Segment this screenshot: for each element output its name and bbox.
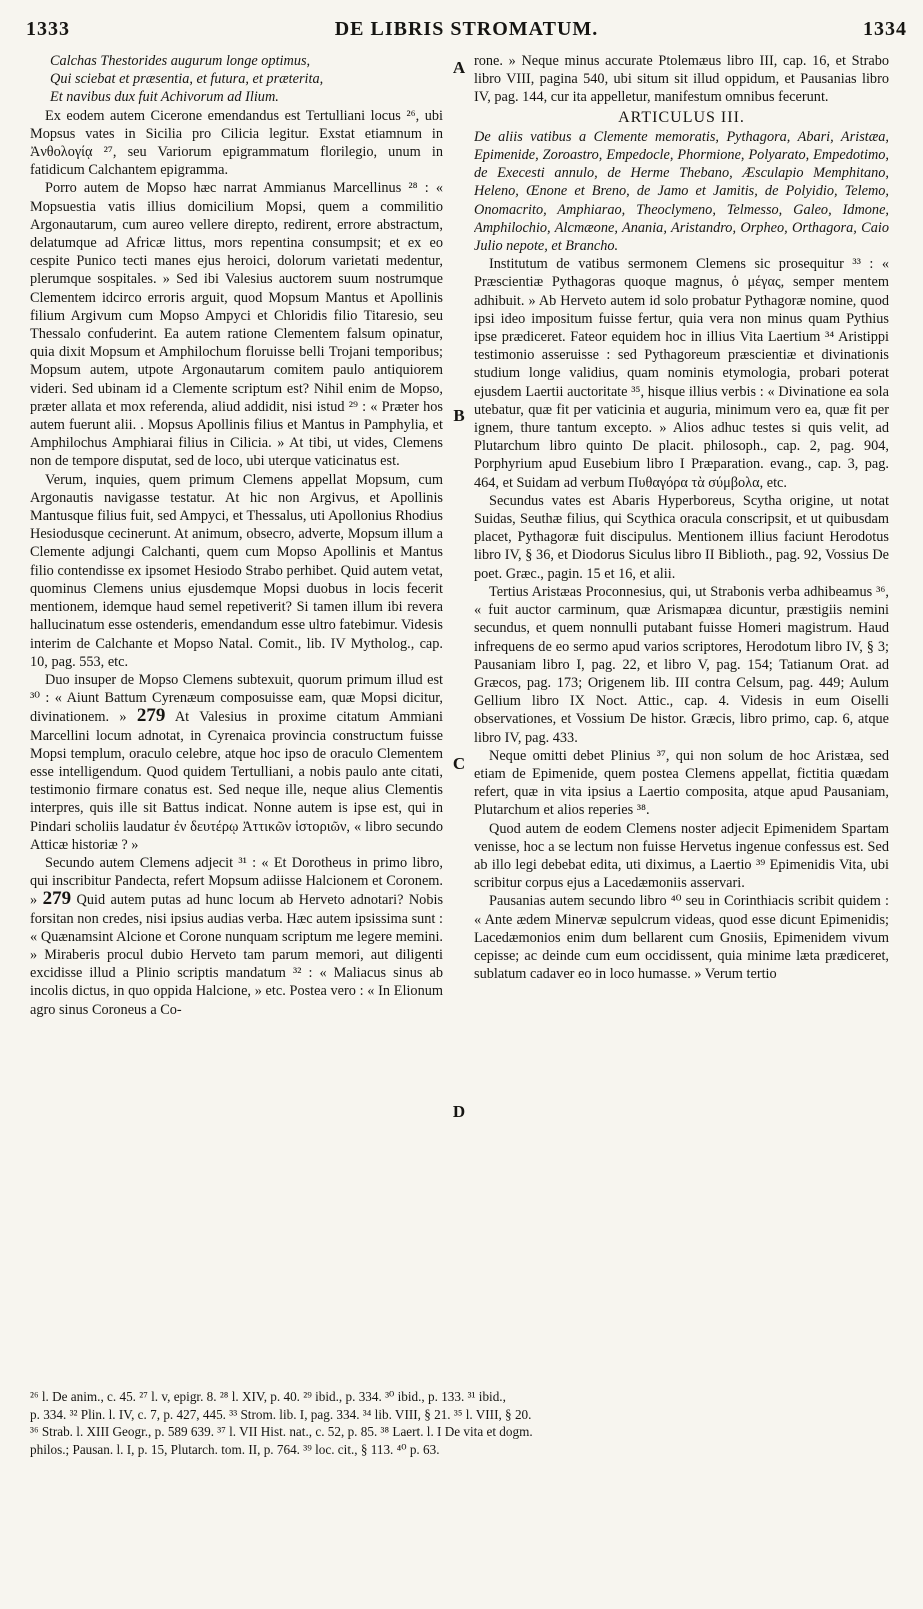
running-head [26, 14, 907, 44]
paragraph: Verum, inquies, quem primum Clemens appellat Mopsum, cum Argonautis navigasse testatur. At hic non Argivus, et Apollinis Mantusque filius fuit, sed Ampyci, et Thessalus, uti Apollonius Rhodius Hesiodusque cecinerunt. At animum, obsecro, adverte, Mopsum illum a Clemente adjungi Calchanti, quem cum Mopso Apollinis et Mantus filio contendisse ex ipsomet Hesiodo Strabo perhibet. Quid autem vetat, quominus Clemens unius ejusdemque Mopsi duobus in locis fecerit mentionem, idemque haud semel repetiverit? Si tamen illum ibi revera hallucinatum esse ostenderis, emendandum esse ultro fatebimur. Videsis interim de Calchante et Mopso Natal. Comit., lib. IV Mytholog., cap. 10, pag. 553, etc. [30, 471, 443, 670]
page-number-right: 1334 [863, 18, 907, 40]
section-number: 279 [42, 888, 72, 910]
footnotes [30, 1388, 901, 1458]
paragraph: Ex eodem autem Cicerone emendandus est Tertulliani locus ²⁶, ubi Mopsus vates in Sicilia pro Cilicia legitur. Exstat etiamnum in Ἀνθολογίᾳ ²⁷, seu Variorum epigrammatum florilegio, unum in fatidicum Calchantem epigramma. [30, 107, 443, 179]
footnote-line: philos.; Pausan. l. I, p. 15, Plutarch. tom. II, p. 764. ³⁹ loc. cit., § 113. ⁴⁰ p. 63. [30, 1441, 440, 1457]
article-summary: De aliis vatibus a Clemente memoratis, Pythagora, Abari, Aristæa, Epimenide, Zoroastro, Empedocle, Phormione, Polyarato, Empedotimo, de Execesti annulo, de Herme Thebano, Æsculapio Memphitano, Heleno, Œnone et Breno, de Jamo et Jamitis, de Polyidio, Telemo, Onomacrito, Amphiarao, Theoclymeno, Telmesso, Galeo, Idmone, Amphilochio, Alcmæone, Anania, Aristandro, Orpheo, Orthagora, Caio Julio nepote, et Brancho. [474, 128, 889, 255]
paragraph-text: At Valesius in proxime citatum Ammiani Marcellini locum adnotat, in Cyrenaica provincia constructum fuisse Mopsi templum, oraculo celebre, atque hoc ipso de oraculo Clementem esse intelligendum. Quod quidem Tertulliani, a nobis paulo ante citati, testimonio firmare conatus est. Sed neque ille, neque alius Clementis interpres, quis ille sit Battus indicat. Nonne autem is ipse est, qui in Pindari scholiis laudatur ἐν δευτέρῳ Ἀττικῶν ἱστοριῶν, « libro secundo Atticæ historiæ ? » [30, 709, 443, 853]
verse-line: Et navibus dux fuit Achivorum ad Ilium. [50, 89, 279, 106]
section-number: 279 [136, 705, 166, 727]
paragraph: Tertius Aristæas Proconnesius, qui, ut Strabonis verba adhibeamus ³⁶, « fuit auctor carminum, quæ Arismapæa dicuntur, præstigiis nemini secundus, et quem nonnulli putabant fuisse Homeri magistrum. Haud infrequens de eo sermo apud varios scriptores, Herodotum libro IV, § 3; Pausaniam libro I, pag. 22, et libro V, pag. 154; Tatianum Orat. ad Græcos, pag. 173; Origenem lib. III contra Celsum, pag. 449; Aulum Gellium libro IX Noct. Attic., cap. 4. Videsis in eum Oiselli observationes, et Vossium De histor. Græcis, libro primo, cap. 6, atque libro IV, pag. 433. [474, 583, 889, 746]
margin-marker-a: A [452, 58, 466, 77]
article-heading: ARTICULUS III. [618, 108, 745, 126]
footnote-line: ²⁶ l. De anim., c. 45. ²⁷ l. v, epigr. 8. ²⁸ l. XIV, p. 40. ²⁹ ibid., p. 334. ³⁰ ibid., p. 133. ³¹ ibid., [30, 1389, 506, 1404]
paragraph [30, 854, 443, 1019]
paragraph: Secundus vates est Abaris Hyperboreus, Scytha origine, ut notat Suidas, Seuthæ filius, qui Scythica oracula conscripsit, et ut quibusdam placet, Pythagoræ fuit discipulus. Mentionem illius faciunt Herodotus libro IV, § 36, et Diodorus Siculus libro II Biblioth., pag. 92, Vossius De poet. Græc., pagin. 15 et 16, et alii. [474, 492, 889, 582]
margin-marker-c: C [452, 754, 466, 773]
paragraph: Pausanias autem secundo libro ⁴⁰ seu in Corinthiacis scribit quidem : « Ante ædem Minervæ sepulcrum videas, quod esse dicunt Epimenidis; Lacedæmonios enim dum bellarent cum Gnosiis, Epimenidem vivum cepisse; ac deinde cum eum occidissent, quia minime læta prædiceret, sublatum cadaver eo in loco humasse. » Verum tertio [474, 893, 889, 983]
footnote-line: p. 334. ³² Plin. l. IV, c. 7, p. 427, 445. ³³ Strom. lib. I, pag. 334. ³⁴ lib. VIII, § 21. ³⁵ l. VIII, § 20. [30, 1406, 532, 1422]
paragraph [30, 671, 443, 854]
paragraph: Institutum de vatibus sermonem Clemens sic prosequitur ³³ : « Præscientiæ Pythagoras quoque magnus, ὁ μέγας, semper mentem adhibuit. » Ab Herveto autem id solo probatur Pythagoræ nomine, quod ipsi ideo impositum fuisse fertur, quia vera non minus quam Pythius ipse prædiceret. Fateor equidem hoc in illius Vita Laertium ³⁴ Aristippi testimonio asseruisse : sed Pythagoreum præscientiæ et divinationis studium longe validius, quam nominis etymologia, probari poterat ejusdem Laertii auctoritate ³⁵, hisque illius verbis : « Divinatione ea sola utebatur, quæ fit per vaticinia et auguria, minimum vero ea, quæ fit per ignem, thure tantum excepto. » Alios adhuc testes si quis velit, ad Plutarchum libro quinto De placit. philosoph., cap. 2, pag. 904, Porphyrium apud Eusebium libro I Præparation. evang., cap. 3, pag. 464, et Suidam ad verbum Πυθαγόρα τὰ σύμβολα, etc. [474, 256, 889, 491]
paragraph: Porro autem de Mopso hæc narrat Ammianus Marcellinus ²⁸ : « Mopsuestia vatis illius domicilium Mopsi, quem a commilitio Argonautarum, cum aureo vellere direpto, redirent, errore abstractum, delatumque ad Africæ littus, mors repentina consumpsit; et ex eo cespite Punico tecti manes ejus heroici, dolorum varietati medentur, plerumque sospitales. » Sed ibi Valesius auctorem suum nostrumque Clementem idcirco erroris arguit, quod Mopsum Mantus et Apollinis filium Argivum cum Mopso Ampyci et Chloridis filio Titaresio, seu Thessalo confuderint. Ea autem ratione Clementem falsum opinatur, quia dixit Mopsum et Amphilochum floruisse belli Trojani temporibus; Mopsum autem, utpote Argonautarum comitem paulo antiquiorem videri. Sed ubinam id a Clemente scriptum est? Nihil enim de Mopso, præter allata et mox referenda, aliud addidit, nisi istud ²⁹ : « Præter hos autem fuerunt alii. . Mopsus Apollinis filius et Mantus in Pamphylia, et Amphilochus Amphiarai filius in Cilicia. » At tibi, ut vides, Clemens non de tempore disputat, sed de loco, ubi uterque vaticinatus est. [30, 180, 443, 470]
margin-marker-d: D [452, 1102, 466, 1121]
paragraph-text: Quid autem putas ad hunc locum ab Herveto adnotari? Nobis forsitan non credes, nisi ipsius audias verba. Hæc autem ipsissima sunt : « Quænamsint Alcione et Corone nunquam scriptum me legere memini. » Miraberis procul dubio Herveto tam parum memori, aut diligenti excidisse illud a Plinio scriptis mandatum ³² : « Maliacus sinus ab incolis dictus, in quo oppida Halcione, » etc. Postea vero : « In Elionum agro sinus Coroneus a Co- [30, 892, 443, 1018]
margin-marker-b: B [453, 406, 465, 425]
paragraph: rone. » Neque minus accurate Ptolemæus libro III, cap. 16, et Strabo libro VIII, pagina 540, ubi situm sit illud oppidum, et Pausanias libro IV, pag. 144, cur ita appelletur, manifestum omnibus fecerunt. [474, 53, 889, 106]
paragraph-text: Duo insuper de Mopso Clemens subtexuit, quorum primum illud est ³⁰ : « Aiunt Battum Cyrenæum composuisse eam, quæ Mopsi dicitur, divinationem. » [30, 671, 443, 726]
page-number-left: 1333 [26, 18, 70, 40]
footnote-line: ³⁶ Strab. l. XIII Geogr., p. 589 639. ³⁷ l. VII Hist. nat., c. 52, p. 85. ³⁸ Laert. l. I De vita et dogm. [30, 1424, 533, 1439]
paragraph-text: Secundo autem Clemens adjecit ³¹ : « Et Dorotheus in primo libro, qui inscribitur Pandecta, refert Mopsum adiisse Halcionem et Coronem. » [30, 854, 443, 909]
paragraph: Quod autem de eodem Clemens noster adjecit Epimenidem Spartam venisse, hoc a se lectum non fuisse Hervetus ingenue confessus est. Sed ab illo legi debebat edita, uti diximus, a Laertio ³⁹ Epimenidis Vita, ubi scribitur corpus ejus a Lacedæmoniis asservari. [474, 820, 889, 892]
verse-line: Qui sciebat et præsentia, et futura, et præterita, [50, 71, 324, 88]
verse-line: Calchas Thestorides augurum longe optimus, [50, 53, 311, 69]
left-column [30, 52, 443, 1370]
right-column [474, 52, 889, 1370]
running-title: DE LIBRIS STROMATUM. [334, 18, 599, 40]
paragraph: Neque omitti debet Plinius ³⁷, qui non solum de hoc Aristæa, sed etiam de Epimenide, quem postea Clemens appellat, fictitia quædam refert, quæ in vita ipsius a Laertio composita, atque apud Pausaniam, Plutarchum et alios reperies ³⁸. [474, 747, 889, 819]
